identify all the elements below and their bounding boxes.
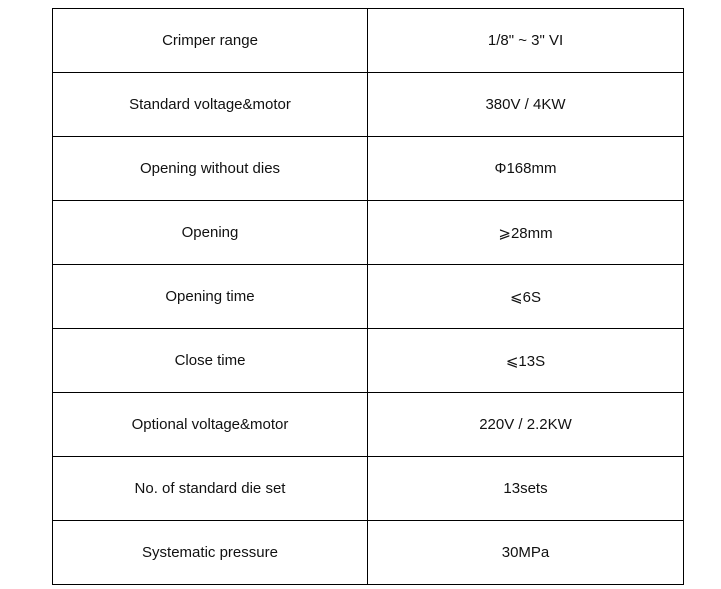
- spec-value: ⩾28mm: [368, 201, 684, 265]
- spec-value: 1/8" ~ 3" VI: [368, 9, 684, 73]
- table-row: [53, 329, 684, 393]
- spec-table: [52, 8, 684, 585]
- spec-value: 30MPa: [368, 521, 684, 585]
- spec-value: Φ168mm: [368, 137, 684, 201]
- spec-label: Systematic pressure: [53, 521, 368, 585]
- spec-value: 220V / 2.2KW: [368, 393, 684, 457]
- spec-value: ⩽6S: [368, 265, 684, 329]
- table-row: [53, 457, 684, 521]
- spec-value: 13sets: [368, 457, 684, 521]
- table-row: [53, 73, 684, 137]
- table-row: [53, 265, 684, 329]
- spec-label: Standard voltage&motor: [53, 73, 368, 137]
- spec-value: ⩽13S: [368, 329, 684, 393]
- spec-label: No. of standard die set: [53, 457, 368, 521]
- table-row: [53, 137, 684, 201]
- spec-label: Opening time: [53, 265, 368, 329]
- table-row: [53, 201, 684, 265]
- table-row: [53, 393, 684, 457]
- spec-value: 380V / 4KW: [368, 73, 684, 137]
- spec-label: Crimper range: [53, 9, 368, 73]
- spec-label: Opening without dies: [53, 137, 368, 201]
- spec-label: Optional voltage&motor: [53, 393, 368, 457]
- spec-label: Opening: [53, 201, 368, 265]
- table-row: [53, 9, 684, 73]
- spec-label: Close time: [53, 329, 368, 393]
- table-row: [53, 521, 684, 585]
